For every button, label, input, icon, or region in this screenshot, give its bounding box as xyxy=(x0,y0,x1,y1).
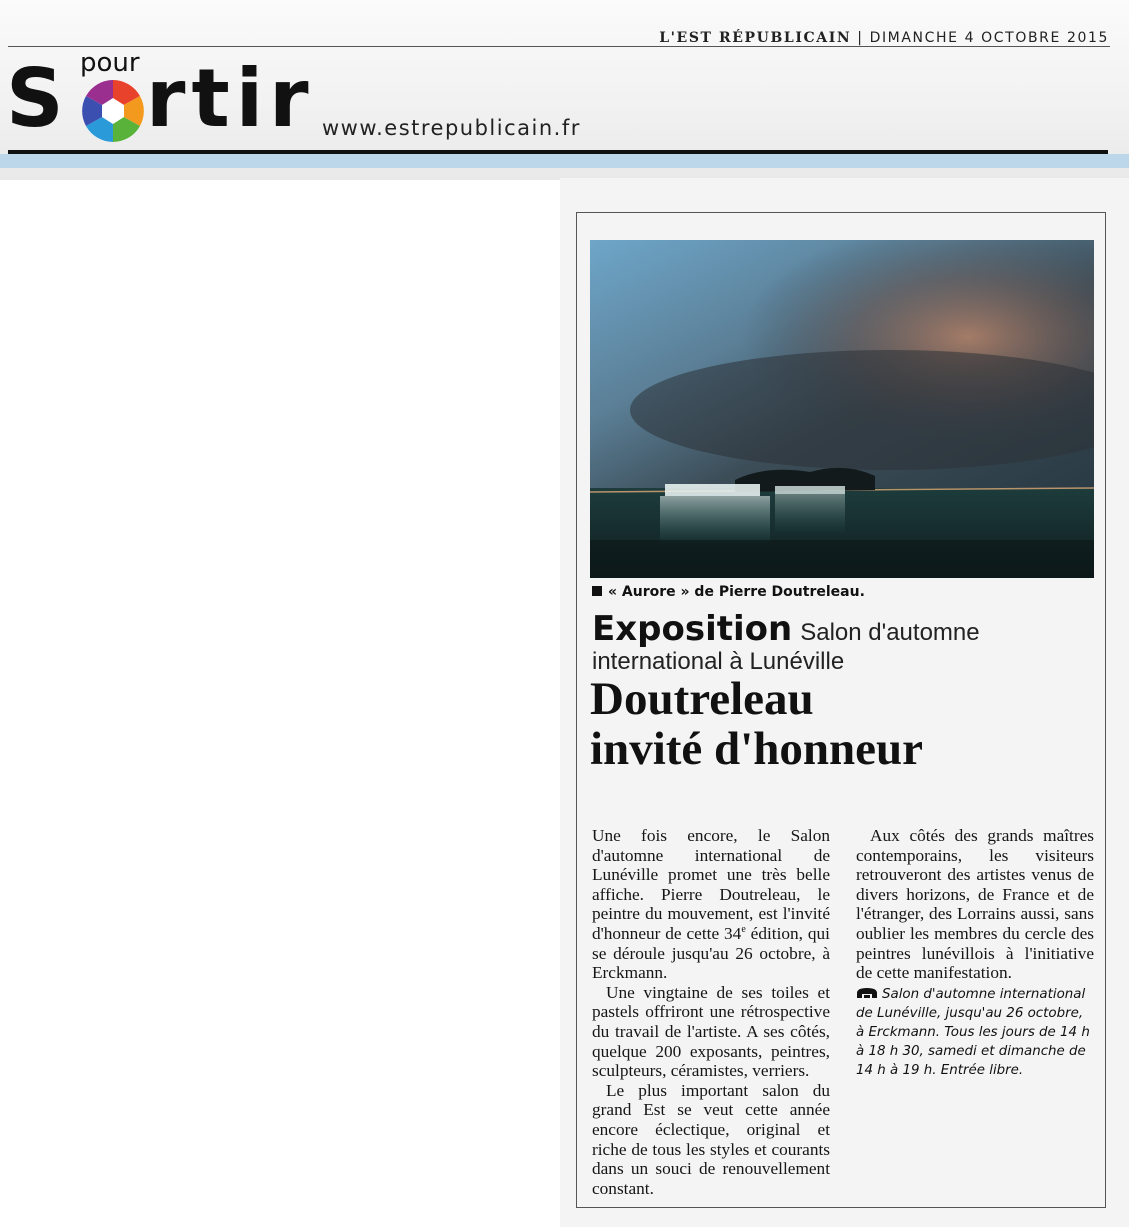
practical-info xyxy=(856,985,1094,1080)
dateline xyxy=(659,30,1109,46)
body-column-left xyxy=(592,826,830,1198)
headline-line-1: Doutreleau xyxy=(590,673,814,725)
headline-line-2: invité d'honneur xyxy=(590,723,923,775)
photo-caption xyxy=(592,584,865,600)
ordinal-superscript: e xyxy=(741,924,746,936)
headline xyxy=(590,674,1090,774)
top-rule xyxy=(8,46,1110,47)
caption-text: « Aurore » de Pierre Doutreleau. xyxy=(608,584,865,600)
kicker-subtitle-1: Salon d'automne xyxy=(800,619,980,646)
dateline-separator: | xyxy=(857,30,864,46)
caption-bullet-icon xyxy=(592,586,602,596)
paragraph-1 xyxy=(592,826,830,983)
logo-letter-s: S xyxy=(6,52,66,145)
logo-letters-rtir: rtir xyxy=(146,52,315,145)
paragraph-4: Aux côtés des grands maîtres contemporains, les visiteurs retrouveront des artistes venus de divers horizons, de France et de l'étranger, des Lorrains aussi, sans oublier les membres du cercle des peintres lunévillois à l'initiative de cette manifestation. xyxy=(856,826,1094,983)
paper-name: L'EST RÉPUBLICAIN xyxy=(659,30,852,46)
blue-band xyxy=(0,154,1129,168)
body-column-right xyxy=(856,826,1094,1080)
practical-info-text: Salon d'automne international de Lunéville, jusqu'au 26 octobre, à Erckmann. Tous les jours de 14 h à 18 h 30, samedi et dimanche de 14 h à 19 h. Entrée libre. xyxy=(856,986,1090,1078)
telephone-icon xyxy=(856,987,878,999)
paragraph-1-text-b: édition, qui se déroule jusqu'au 26 octobre, à Erckmann. xyxy=(592,923,830,983)
issue-date: DIMANCHE 4 OCTOBRE 2015 xyxy=(869,30,1109,46)
paragraph-3: Le plus important salon du grand Est se veut cette année encore éclectique, original et riche de tous les styles et courants dans un souci de renouvellement constant. xyxy=(592,1080,830,1198)
paragraph-1-text-a: Une fois encore, le Salon d'automne international de Lunéville promet une très belle affiche. Pierre Doutreleau, le peintre du mouvement, est l'invité d'honneur de cette 34 xyxy=(592,826,830,943)
kicker-word: Exposition xyxy=(592,609,793,649)
site-url[interactable]: www.estrepublicain.fr xyxy=(322,116,581,140)
logo-pour: pour xyxy=(80,48,140,78)
paragraph-2: Une vingtaine de ses toiles et pastels offriront une rétrospective du travail de l'artiste. A ses côtés, quelque 200 exposants, peintres, sculpteurs, céramistes, verriers. xyxy=(592,982,830,1081)
masthead xyxy=(0,0,1129,180)
aperture-icon xyxy=(80,78,146,144)
painting-photo xyxy=(590,240,1094,578)
kicker-subtitle-2: international à Lunéville xyxy=(592,648,845,675)
kicker xyxy=(592,609,1092,649)
